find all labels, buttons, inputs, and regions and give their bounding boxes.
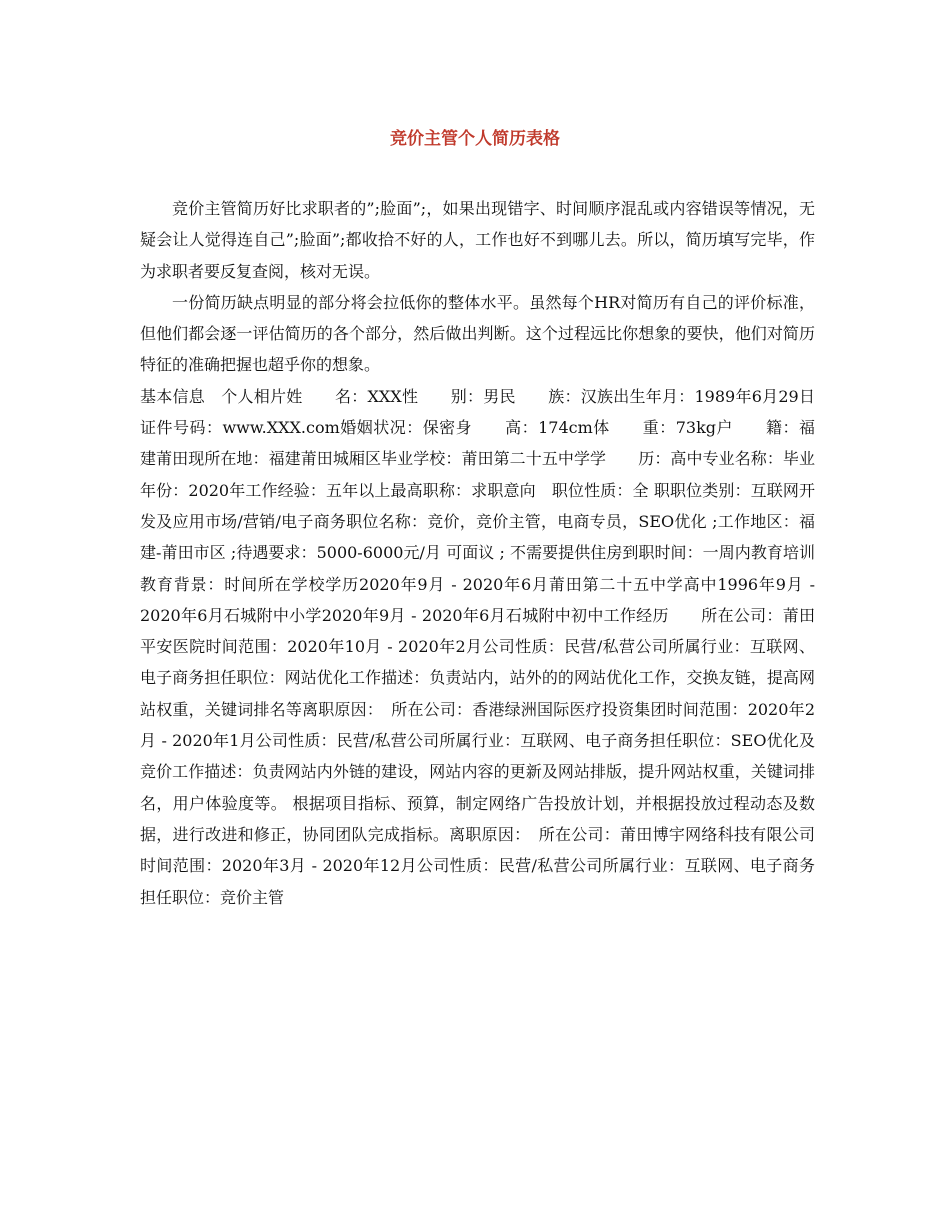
resume-details-text: 基本信息 个人相片姓 名：XXX性 别：男民 族：汉族出生年月：1989年6月29日证件号码：www.XXX.com婚姻状况：保密身 高：174cm体 重：73kg户 籍：福建莆田现所在地：福建莆田城厢区毕业学校：莆田第二十五中学学 历：高中专业名称：毕业年份：2020年工作经验：五年以上最高职称：求职意向 职位性质：全 职职位类别：互联网开发及应用市场/营销/电子商务职位名称：竞价，竞价主管，电商专员，SEO优化 ;工作地区：福建-莆田市区 ;待遇要求：5000-6000元/月 可面议 ; 不需要提供住房到职时间：一周内教育培训 教育背景：时间所在学校学历2020年9月 - 2020年6月莆田第二十五中学高中1996年9月 - 2020年6月石城附中小学2020年9月 - 2020年6月石城附中初中工作经历 所在公司：莆田平安医院时间范围：2020年10月 - 2020年2月公司性质：民营/私营公司所属行业：互联网、电子商务担任职位：网站优化工作描述：负责站内，站外的的网站优化工作，交换友链，提高网站权重，关键词排名等离职原因： 所在公司：香港绿洲国际医疗投资集团时间范围：2020年2月 - 2020年1月公司性质：民营/私营公司所属行业：互联网、电子商务担任职位：SEO优化及竞价工作描述：负责网站内外链的建设，网站内容的更新及网站排版，提升网站权重，关键词排名，用户体验度等。 根据项目指标、预算，制定网络广告投放计划，并根据投放过程动态及数据，进行改进和修正，协同团队完成指标。离职原因： 所在公司：莆田博宇网络科技有限公司时间范围：2020年3月 - 2020年12月公司性质：民营/私营公司所属行业：互联网、电子商务担任职位：竞价主管 (140, 386, 815, 907)
intro-paragraph-1: 竞价主管简历好比求职者的”;脸面”;，如果出现错字、时间顺序混乱或内容错误等情况，无疑会让人觉得连自己”;脸面”;都收拾不好的人，工作也好不到哪儿去。所以，简历填写完毕，作为求职者要反复查阅，核对无误。 (140, 199, 815, 281)
document-title: 竞价主管个人简历表格 (390, 129, 560, 149)
document-body (140, 193, 815, 913)
intro-paragraph-2: 一份简历缺点明显的部分将会拉低你的整体水平。虽然每个HR对简历有自己的评价标准，但他们都会逐一评估简历的各个部分，然后做出判断。这个过程远比你想象的要快，他们对简历特征的准确把握也超乎你的想象。 (140, 292, 815, 375)
